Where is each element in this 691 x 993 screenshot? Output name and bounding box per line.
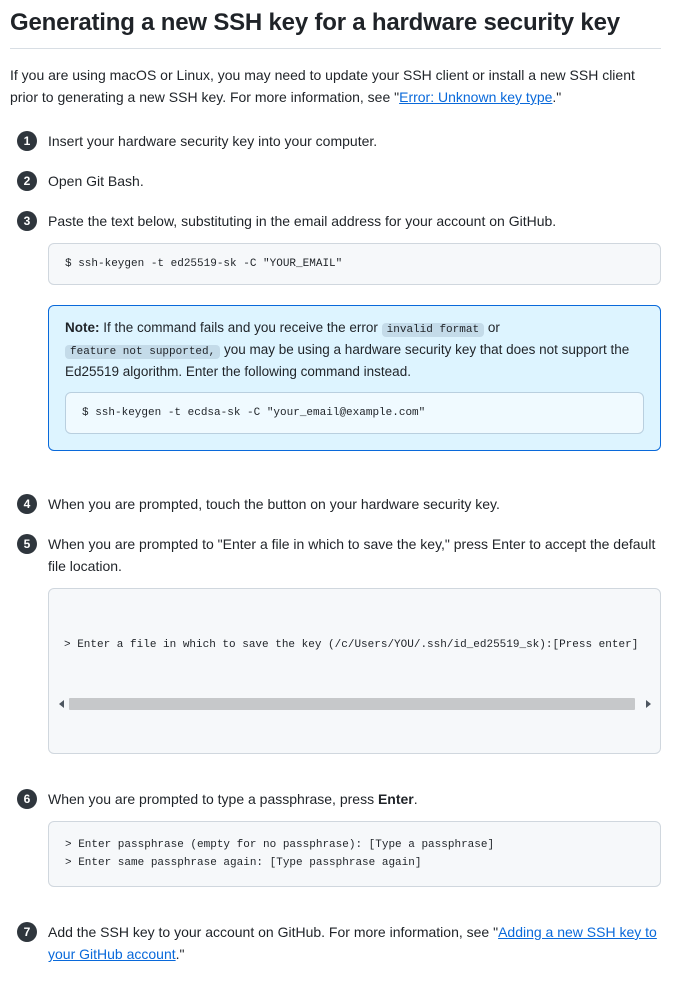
step-5-text: When you are prompted to "Enter a file in which to save the key," press Enter to accept the default file location.	[48, 536, 656, 574]
step-1-number: 1	[17, 131, 37, 151]
step-6-text-before: When you are prompted to type a passphrase, press	[48, 791, 378, 807]
step-5	[17, 533, 661, 770]
step-3-text: Paste the text below, substituting in the email address for your account on GitHub.	[48, 213, 557, 229]
inline-code-feature-not-supported: feature not supported,	[65, 345, 220, 359]
step-7-number: 7	[17, 922, 37, 942]
step-6	[17, 788, 661, 903]
code-block-keygen-ed25519	[48, 243, 661, 285]
step-4-text: When you are prompted, touch the button on your hardware security key.	[48, 496, 500, 512]
step-6-bold-enter: Enter	[377, 791, 414, 807]
title-divider	[10, 48, 661, 49]
step-6-text	[48, 788, 661, 810]
step-4	[17, 493, 661, 515]
scrollbar-right-arrow-button[interactable]	[642, 697, 654, 711]
intro-paragraph	[10, 64, 661, 108]
link-adding-new-ssh-key[interactable]: Adding a new SSH key to your GitHub account	[48, 924, 657, 962]
intro-text-before: If you are using macOS or Linux, you may need to update your SSH client or install a new SSH client prior to generating a new SSH key. For more information, see "	[10, 67, 635, 105]
step-7-text-before: Add the SSH key to your account on GitHub. For more information, see "	[48, 924, 499, 940]
step-3	[17, 210, 661, 475]
scrollbar-left-arrow-button[interactable]	[55, 697, 67, 711]
step-6-number: 6	[17, 789, 37, 809]
step-5-number: 5	[17, 534, 37, 554]
right-arrow-icon	[646, 700, 651, 708]
step-1	[17, 130, 661, 152]
note-paragraph	[65, 318, 644, 382]
step-7	[17, 921, 661, 965]
step-2-number: 2	[17, 171, 37, 191]
horizontal-scrollbar[interactable]	[55, 697, 654, 711]
left-arrow-icon	[59, 700, 64, 708]
code-text-line-2: > Enter same passphrase again: [Type passphrase again]	[65, 857, 422, 869]
note-text-3: you may be using a hardware security key that does not support the Ed25519 algorithm. Enter the following command instead.	[65, 342, 630, 379]
note-text-2: or	[484, 320, 500, 335]
inline-code-invalid-format: invalid format	[382, 323, 484, 337]
step-2	[17, 170, 661, 192]
code-text-line-1: > Enter passphrase (empty for no passphrase): [Type a passphrase]	[65, 839, 495, 851]
intro-text-after: ."	[552, 89, 562, 105]
step-3-number: 3	[17, 211, 37, 231]
step-7-text-after: ."	[175, 946, 185, 962]
code-block-save-key-prompt	[48, 588, 661, 754]
note-callout	[48, 305, 661, 451]
code-block-keygen-ecdsa	[65, 392, 644, 434]
step-1-text: Insert your hardware security key into your computer.	[48, 133, 378, 149]
code-block-passphrase	[48, 821, 661, 887]
code-text: > Enter a file in which to save the key (/c/Users/YOU/.ssh/id_ed25519_sk):[Press enter]	[64, 639, 639, 651]
step-4-number: 4	[17, 494, 37, 514]
step-2-text: Open Git Bash.	[48, 173, 144, 189]
code-text: $ ssh-keygen -t ed25519-sk -C "YOUR_EMAIL"	[65, 258, 343, 270]
steps-list	[10, 130, 661, 965]
scrollbar-thumb[interactable]	[69, 698, 635, 710]
step-6-text-after: .	[413, 791, 418, 807]
note-text-1: If the command fails and you receive the error	[99, 320, 382, 335]
note-label: Note:	[65, 320, 100, 335]
code-text: $ ssh-keygen -t ecdsa-sk -C "your_email@example.com"	[82, 407, 426, 419]
page-title: Generating a new SSH key for a hardware security key	[10, 9, 620, 36]
link-error-unknown-key-type[interactable]: Error: Unknown key type	[399, 89, 553, 105]
step-7-text	[48, 921, 661, 965]
